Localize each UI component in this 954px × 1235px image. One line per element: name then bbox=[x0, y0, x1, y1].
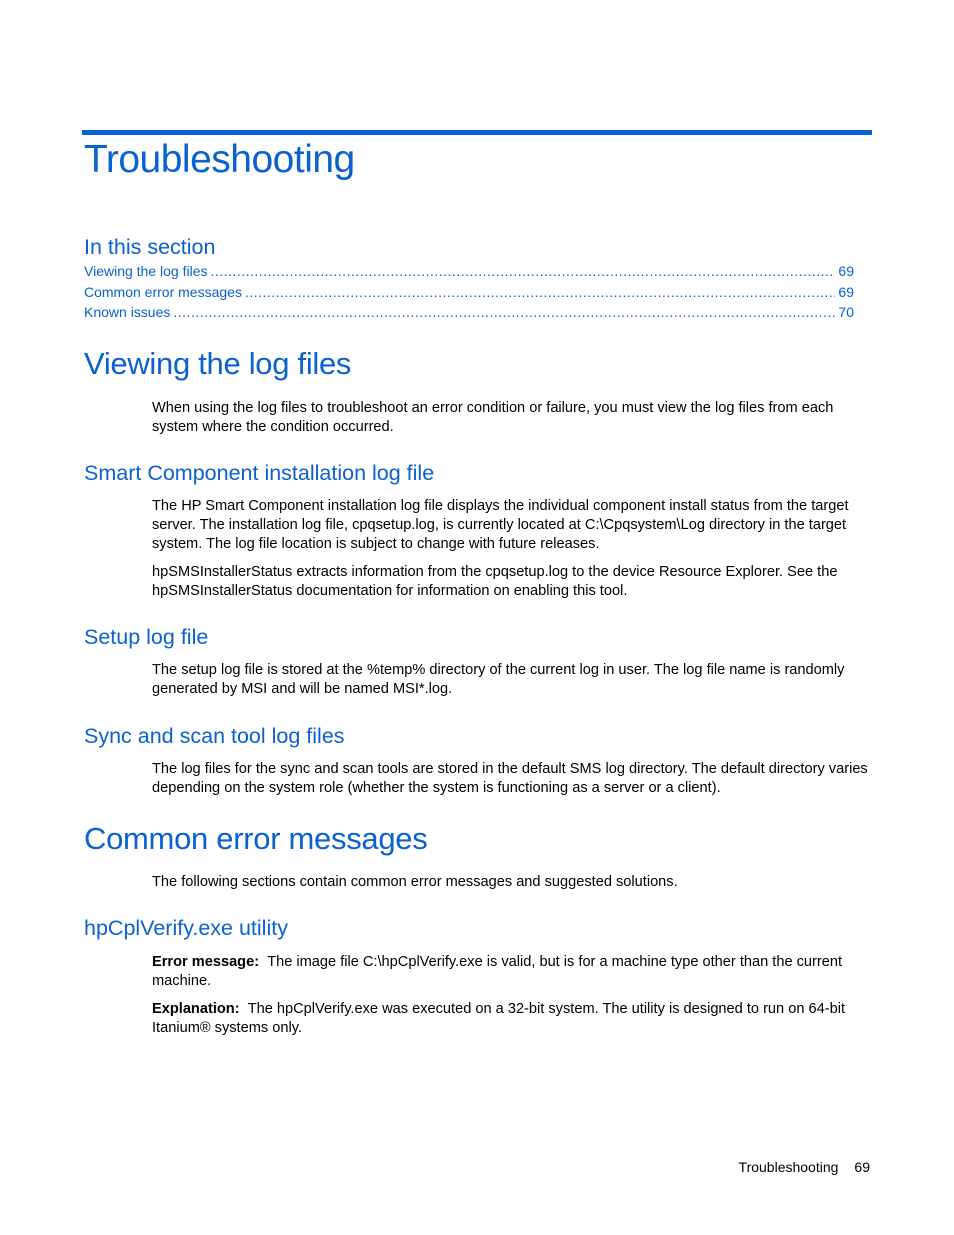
explanation-paragraph bbox=[152, 1000, 868, 1038]
page-footer bbox=[739, 1159, 870, 1175]
sync-scan-text: The log files for the sync and scan tools are stored in the default SMS log directory. The default directory varies depending on the system role (whether the system is functioning as a server or a client). bbox=[152, 761, 868, 796]
toc-item-label: Viewing the log files bbox=[84, 263, 208, 279]
toc-item-viewing-log-files[interactable] bbox=[84, 263, 854, 279]
subsection-title-setup-log: Setup log file bbox=[84, 625, 209, 649]
error-message-text: The image file C:\hpCplVerify.exe is valid, but is for a machine type other than the current machine. bbox=[152, 954, 843, 989]
errors-intro-paragraph bbox=[152, 873, 868, 892]
subsection-title-sync-scan: Sync and scan tool log files bbox=[84, 724, 345, 748]
explanation-label: Explanation: bbox=[152, 1001, 240, 1017]
toc-item-known-issues[interactable] bbox=[84, 304, 854, 320]
footer-section-name: Troubleshooting bbox=[738, 1159, 839, 1175]
setup-log-text: The setup log file is stored at the %temp% directory of the current log in user. The log file name is randomly generated by MSI and will be named MSI*.log. bbox=[152, 662, 845, 697]
sync-scan-paragraph bbox=[152, 760, 868, 798]
toc-item-page: 69 bbox=[838, 284, 854, 300]
smart-component-paragraph-2 bbox=[152, 563, 868, 601]
smart-component-text-1: The HP Smart Component installation log file displays the individual component install status from the target server. The installation log file, cpqsetup.log, is currently located at C:\Cpqsystem\Log directory in the target system. The log file location is subject to change with future releases. bbox=[152, 498, 849, 552]
viewing-intro-paragraph bbox=[152, 399, 868, 437]
errors-intro-text: The following sections contain common error messages and suggested solutions. bbox=[152, 874, 678, 890]
error-message-paragraph bbox=[152, 953, 868, 991]
viewing-intro-text: When using the log files to troubleshoot an error condition or failure, you must view the log files from each system where the condition occurred. bbox=[152, 400, 834, 435]
toc-leader bbox=[173, 304, 835, 320]
toc-leader bbox=[245, 284, 835, 300]
explanation-text: The hpCplVerify.exe was executed on a 32-bit system. The utility is designed to run on 64-bit Itanium® systems only. bbox=[152, 1001, 846, 1036]
toc-leader bbox=[210, 263, 835, 279]
subsection-title-smart-component: Smart Component installation log file bbox=[84, 461, 435, 485]
chapter-title: Troubleshooting bbox=[84, 138, 355, 181]
toc-item-page: 70 bbox=[838, 304, 854, 320]
toc-item-label: Known issues bbox=[84, 304, 171, 320]
toc-item-page: 69 bbox=[838, 263, 854, 279]
toc-heading: In this section bbox=[84, 235, 216, 259]
section-title-viewing-log-files: Viewing the log files bbox=[84, 346, 352, 381]
toc-item-common-error-messages[interactable] bbox=[84, 284, 854, 300]
chapter-rule bbox=[82, 130, 872, 135]
subsection-title-hpcplverify: hpCplVerify.exe utility bbox=[84, 916, 288, 940]
smart-component-text-2: hpSMSInstallerStatus extracts information from the cpqsetup.log to the device Resource Explorer. See the hpSMSInstallerStatus documentation for information on enabling this tool. bbox=[152, 564, 838, 599]
smart-component-paragraph-1 bbox=[152, 497, 868, 554]
toc-item-label: Common error messages bbox=[84, 284, 242, 300]
section-title-common-errors: Common error messages bbox=[84, 821, 428, 856]
setup-log-paragraph bbox=[152, 661, 868, 699]
error-message-label: Error message: bbox=[152, 954, 260, 970]
footer-page-number: 69 bbox=[854, 1159, 870, 1175]
